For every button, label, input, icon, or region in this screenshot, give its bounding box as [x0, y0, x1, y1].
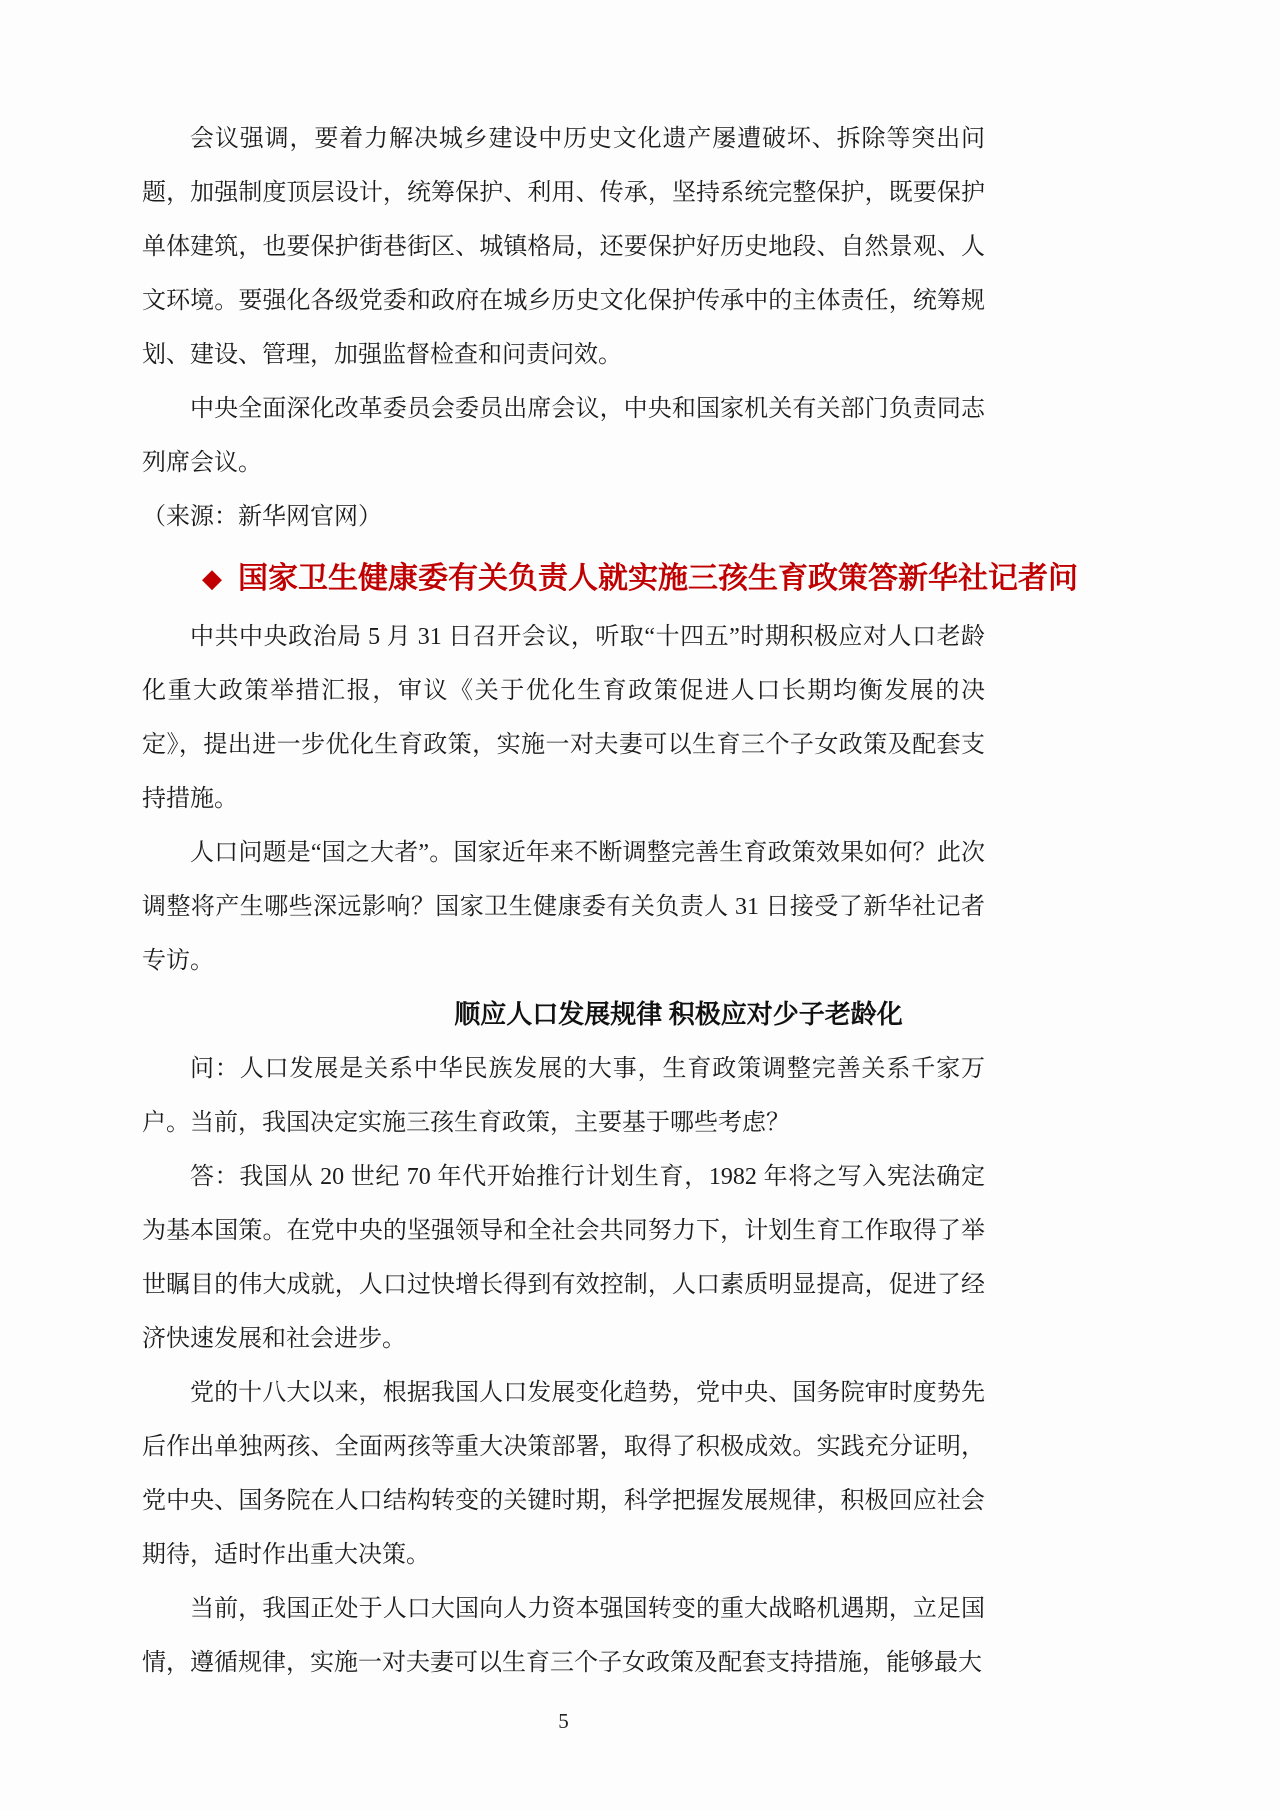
- source-attribution: （来源：新华网官网）: [142, 504, 382, 530]
- diamond-bullet-icon: ◆: [202, 564, 222, 593]
- paragraph-meeting-emphasis: 会议强调，要着力解决城乡建设中历史文化遗产屡遭破坏、拆除等突出问题，加强制度顶层设计，统筹保护、利用、传承，坚持系统完整保护，既要保护单体建筑，也要保护街巷街区、城镇格局，还要保护好历史地段、自然景观、人文环境。要强化各级党委和政府在城乡历史文化保护传承中的主体责任，统筹规划、建设、管理，加强监督检查和问责问效。: [142, 126, 985, 368]
- paragraph-answer-part3: 当前，我国正处于人口大国向人力资本强国转变的重大战略机遇期，立足国情，遵循规律，实施一对夫妻可以生育三个子女政策及配套支持措施，能够最大: [142, 1596, 985, 1676]
- page-number: 5: [558, 1709, 569, 1733]
- paragraph-answer-part2: 党的十八大以来，根据我国人口发展变化趋势，党中央、国务院审时度势先后作出单独两孩、全面两孩等重大决策部署，取得了积极成效。实践充分证明，党中央、国务院在人口结构转变的关键时期，科学把握发展规律，积极回应社会期待，适时作出重大决策。: [142, 1380, 985, 1568]
- section-heading-text: 国家卫生健康委有关负责人就实施三孩生育政策答新华社记者问: [238, 562, 1078, 595]
- paragraph-interview-intro: 人口问题是“国之大者”。国家近年来不断调整完善生育政策效果如何？此次调整将产生哪些深远影响？国家卫生健康委有关负责人 31 日接受了新华社记者专访。: [142, 840, 985, 974]
- paragraph-answer-part1: 答：我国从 20 世纪 70 年代开始推行计划生育，1982 年将之写入宪法确定为基本国策。在党中央的坚强领导和全社会共同努力下，计划生育工作取得了举世瞩目的伟大成就，人口过快增长得到有效控制，人口素质明显提高，促进了经济快速发展和社会进步。: [142, 1164, 985, 1352]
- paragraph-politburo-meeting: 中共中央政治局 5 月 31 日召开会议，听取“十四五”时期积极应对人口老龄化重大政策举措汇报，审议《关于优化生育政策促进人口长期均衡发展的决定》，提出进一步优化生育政策，实施一对夫妻可以生育三个子女政策及配套支持措施。: [142, 624, 985, 812]
- paragraph-attendees: 中央全面深化改革委员会委员出席会议，中央和国家机关有关部门负责同志列席会议。: [142, 396, 985, 476]
- section-heading: [142, 552, 1078, 606]
- paragraph-question: 问：人口发展是关系中华民族发展的大事，生育政策调整完善关系千家万户。当前，我国决定实施三孩生育政策，主要基于哪些考虑？: [142, 1056, 985, 1136]
- sub-heading: 顺应人口发展规律 积极应对少子老龄化: [454, 1000, 903, 1029]
